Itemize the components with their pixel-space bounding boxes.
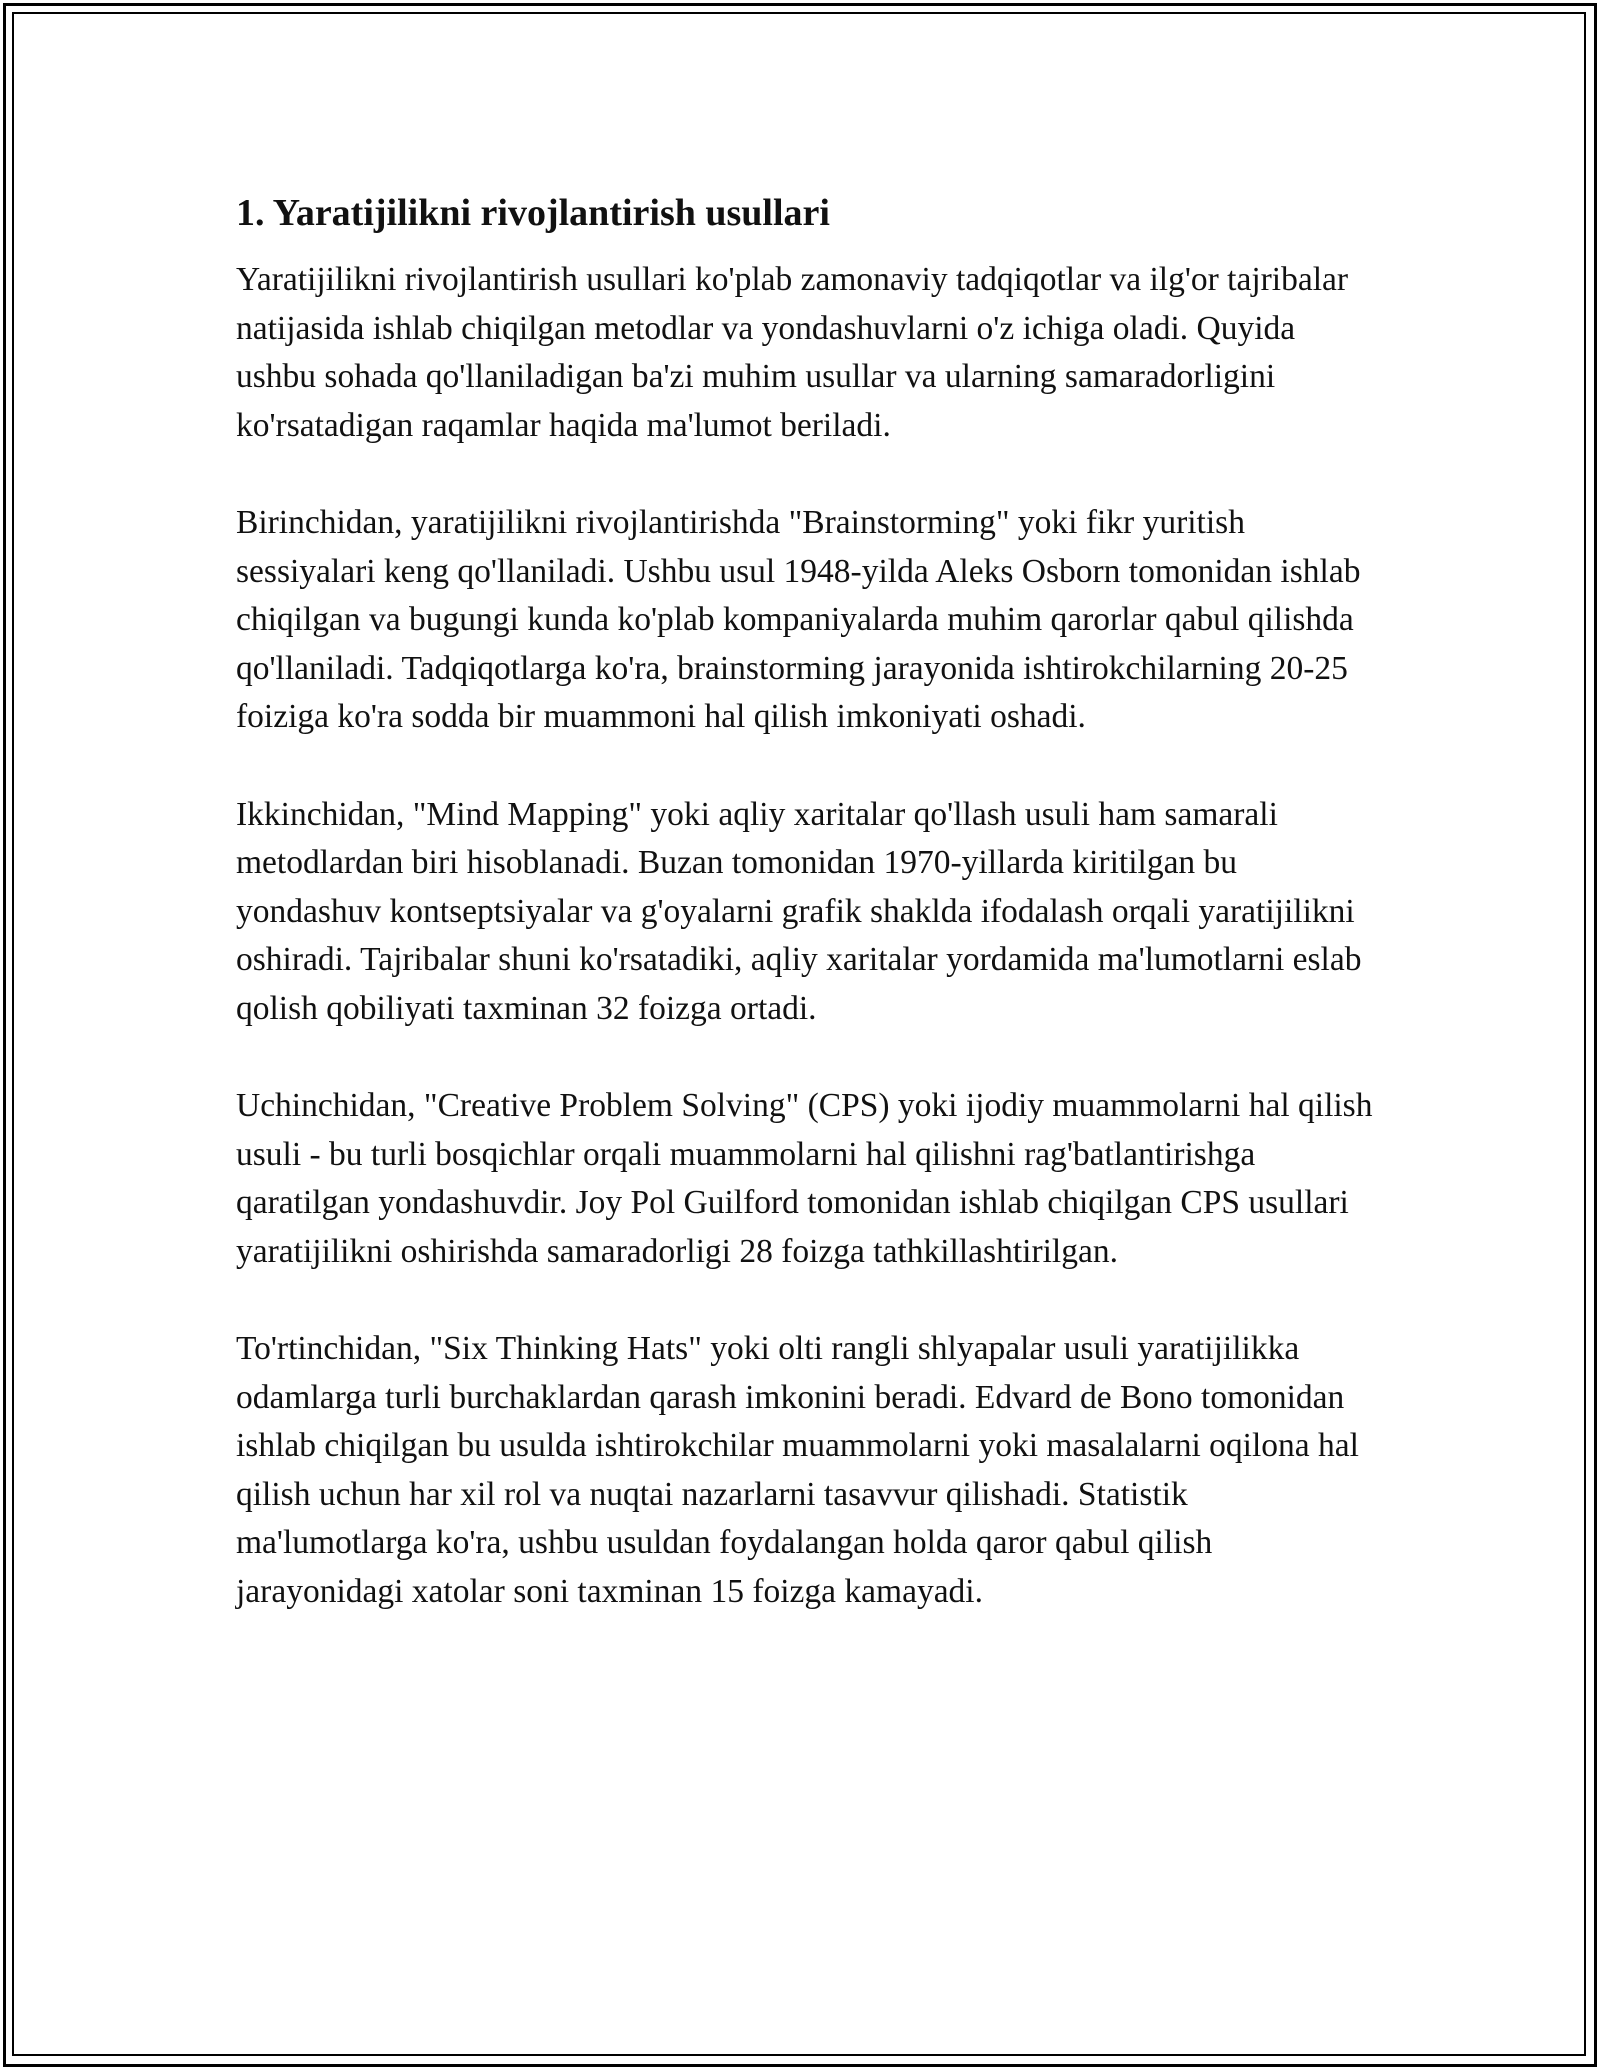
paragraph-brainstorming: Birinchidan, yaratijilikni rivojlantirishda "Brainstorming" yoki fikr yuritish sessiyalari keng qo'llaniladi. Ushbu usul 1948-yilda Aleks Osborn tomonidan ishlab chiqilgan va bugungi kunda ko'plab kompaniyalarda muhim qarorlar qabul qilishda qo'llaniladi. Tadqiqotlarga ko'ra, brainstorming jarayonida ishtirokchilarning 20-25 foiziga ko'ra sodda bir muammoni hal qilish imkoniyati oshadi. (236, 503, 1361, 736)
paragraph-six-thinking-hats: To'rtinchidan, "Six Thinking Hats" yoki olti rangli shlyapalar usuli yaratijilikka odamlarga turli burchaklardan qarash imkonini beradi. Edvard de Bono tomonidan ishlab chiqilgan bu usulda ishtirokchilar muammolarni yoki masalalarni oqilona hal qilish uchun har xil rol va nuqtai nazarlarni tasavvur qilishadi. Statistik ma'lumotlarga ko'ra, ushbu usuldan foydalangan holda qaror qabul qilish jarayonidagi xatolar soni taxminan 15 foizga kamayadi. (236, 1330, 1359, 1611)
paragraph-intro: Yaratijilikni rivojlantirish usullari ko'plab zamonaviy tadqiqotlar va ilg'or tajribalar natijasida ishlab chiqilgan metodlar va yondashuvlarni o'z ichiga oladi. Quyida ushbu sohada qo'llaniladigan ba'zi muhim usullar va ularning samaradorligini ko'rsatadigan raqamlar haqida ma'lumot beriladi. (236, 261, 1349, 444)
paragraph-mind-mapping: Ikkinchidan, "Mind Mapping" yoki aqliy xaritalar qo'llash usuli ham samarali metodlardan biri hisoblanadi. Buzan tomonidan 1970-yillarda kiritilgan bu yondashuv kontseptsiyalar va g'oyalarni grafik shaklda ifodalash orqali yaratijilikni oshiradi. Tajribalar shuni ko'rsatadiki, aqliy xaritalar yordamida ma'lumotlarni eslab qolish qobiliyati taxminan 32 foizga ortadi. (236, 795, 1362, 1027)
paragraph-cps: Uchinchidan, "Creative Problem Solving" (CPS) yoki ijodiy muammolarni hal qilish usuli - bu turli bosqichlar orqali muammolarni hal qilishni rag'batlantirishga qaratilgan yondashuvdir. Joy Pol Guilford tomonidan ishlab chiqilgan CPS usullari yaratijilikni oshirishda samaradorligi 28 foizga tathkillashtirilgan. (236, 1087, 1373, 1270)
document-body (236, 186, 1376, 1665)
section-heading: 1. Yaratijilikni rivojlantirish usullari (236, 192, 830, 234)
